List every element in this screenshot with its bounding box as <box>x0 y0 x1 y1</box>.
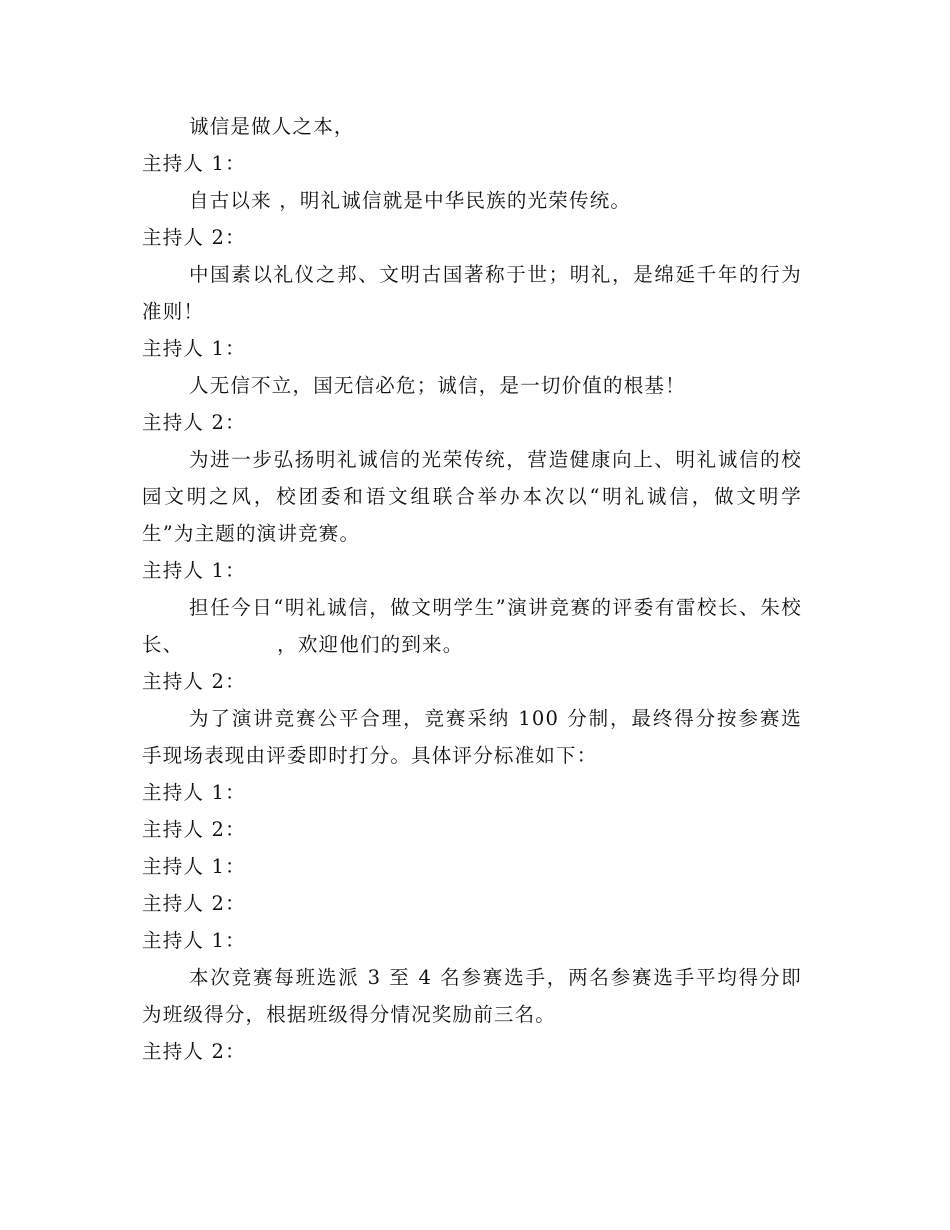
speaker-label: 主持人 2： <box>142 1040 246 1063</box>
paragraph: 人无信不立，国无信必危；诚信，是一切价值的根基！ <box>189 374 686 397</box>
speaker-label: 主持人 1： <box>142 855 246 878</box>
document-body <box>142 108 802 1070</box>
speaker-label: 主持人 1： <box>142 929 246 952</box>
paragraph: 自古以来 ，明礼诚信就是中华民族的光荣传统。 <box>189 189 632 212</box>
speaker-label: 主持人 1： <box>142 152 246 175</box>
speaker-label: 主持人 2： <box>142 411 246 434</box>
paragraph: 担任今日“明礼诚信，做文明学生”演讲竞赛的评委有雷校长、朱校长、 ，欢迎他们的到来。 <box>142 596 802 656</box>
paragraph: 为了演讲竞赛公平合理，竞赛采纳 100 分制，最终得分按参赛选手现场表现由评委即时打分。具体评分标准如下： <box>142 707 802 767</box>
speaker-label: 主持人 2： <box>142 226 246 249</box>
paragraph: 本次竞赛每班选派 3 至 4 名参赛选手，两名参赛选手平均得分即为班级得分，根据班级得分情况奖励前三名。 <box>142 966 802 1026</box>
speaker-label: 主持人 2： <box>142 818 246 841</box>
speaker-label: 主持人 2： <box>142 670 246 693</box>
speaker-label: 主持人 1： <box>142 781 246 804</box>
speaker-label: 主持人 1： <box>142 337 246 360</box>
speaker-label: 主持人 2： <box>142 892 246 915</box>
paragraph: 诚信是做人之本， <box>189 115 355 138</box>
paragraph: 中国素以礼仪之邦、文明古国著称于世；明礼，是绵延千年的行为准则！ <box>142 263 802 323</box>
speaker-label: 主持人 1： <box>142 559 246 582</box>
paragraph: 为进一步弘扬明礼诚信的光荣传统，营造健康向上、明礼诚信的校园文明之风，校团委和语文组联合举办本次以“明礼诚信，做文明学生”为主题的演讲竞赛。 <box>142 448 802 545</box>
